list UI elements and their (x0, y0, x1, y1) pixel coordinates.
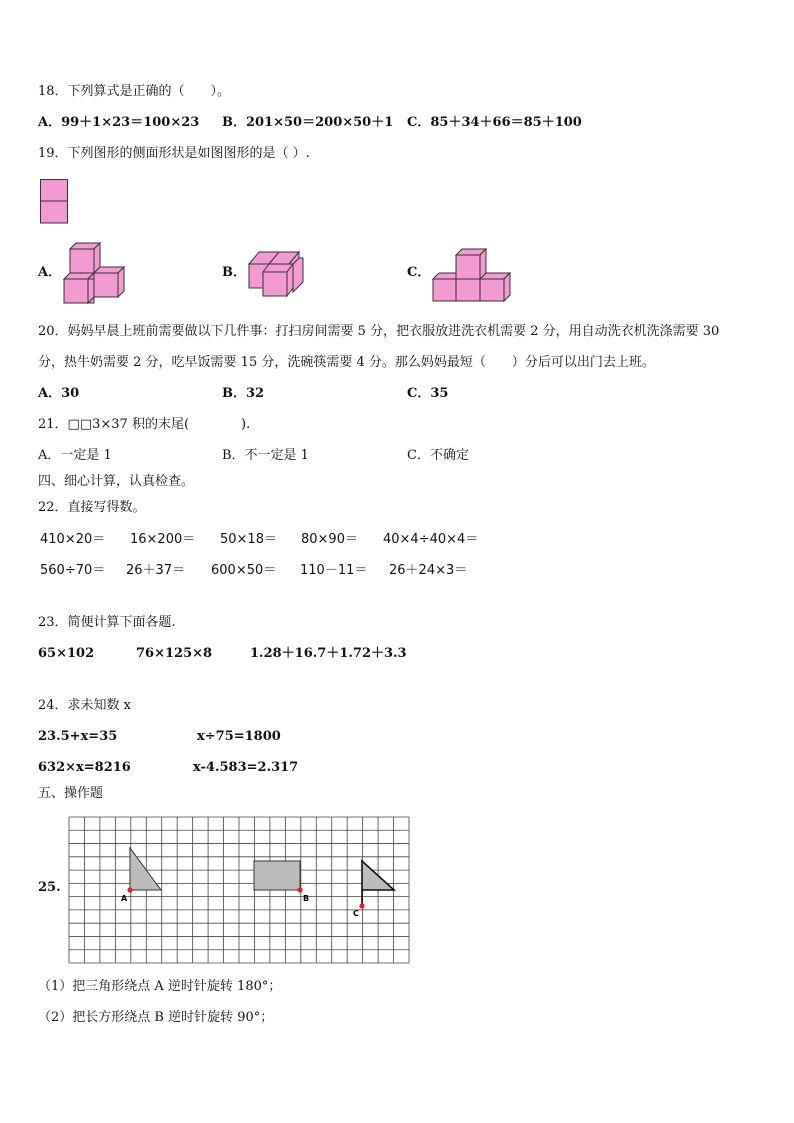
q25-number: 25. (38, 880, 61, 895)
q18-option-a: A．99＋1×23＝100×23 (38, 115, 200, 130)
q25-sub1: （1）把三角形绕点 A 逆时针旋转 180°； (38, 979, 282, 994)
q22-calc: 26＋37＝ (126, 563, 186, 578)
q20-option-b: B．32 (222, 386, 265, 401)
q19-stem: 19．下列图形的侧面形状是如图图形的是（ ）. (38, 146, 310, 161)
q22-calc: 26＋24×3＝ (389, 563, 468, 578)
q25-sub2: （2）把长方形绕点 B 逆时针旋转 90°； (38, 1010, 274, 1025)
q22-calc: 16×200＝ (130, 532, 196, 547)
q23-item: 1.28＋16.7＋1.72＋3.3 (250, 646, 407, 661)
q22-calc: 110－11＝ (300, 563, 368, 578)
q22-calc: 50×18＝ (220, 532, 277, 547)
q24-item: 632×x=8216 (38, 760, 131, 775)
q19-option-a-figure (62, 243, 126, 305)
q22-calc: 560÷70＝ (40, 563, 106, 578)
q24-stem: 24．求未知数 x (38, 698, 132, 713)
rectangle-b-shape (254, 861, 300, 890)
q20-stem-line2: 分，热牛奶需要 2 分，吃早饭需要 15 分，洗碗筷需要 4 分。那么妈妈最短（ ）分后可以出门去上班。 (38, 355, 655, 370)
reference-square-top (41, 180, 68, 202)
q19-option-a-label: A． (38, 265, 62, 280)
q25-grid (68, 816, 411, 965)
point-c-label: C (353, 909, 359, 918)
reference-square-bottom (41, 201, 68, 223)
q24-item: x÷75=1800 (197, 729, 281, 744)
q18-option-c: C．85＋34＋66＝85＋100 (407, 115, 582, 130)
q24-item: 23.5+x=35 (38, 729, 118, 744)
q23-stem: 23．简便计算下面各题. (38, 615, 176, 630)
q21-stem: 21．□□3×37 积的末尾( ). (38, 417, 251, 432)
q20-option-c: C．35 (407, 386, 449, 401)
q19-reference-figure (40, 179, 68, 224)
point-a-label: A (121, 894, 128, 903)
q18-stem: 18．下列算式是正确的（ ）。 (38, 84, 231, 99)
q19-option-b-label: B． (222, 265, 246, 280)
point-b-marker (297, 887, 302, 892)
q23-item: 65×102 (38, 646, 95, 661)
q22-calc: 600×50＝ (211, 563, 277, 578)
q24-item: x-4.583=2.317 (193, 760, 299, 775)
q21-option-b: B．不一定是 1 (222, 448, 309, 463)
q23-item: 76×125×8 (136, 646, 213, 661)
q19-option-b-figure (247, 250, 305, 300)
q19-option-c-label: C． (407, 265, 431, 280)
section-5-title: 五、操作题 (38, 786, 104, 801)
point-b-label: B (303, 894, 310, 903)
section-4-title: 四、细心计算，认真检查。 (38, 474, 195, 489)
q20-option-a: A．30 (38, 386, 80, 401)
q22-calc: 410×20＝ (40, 532, 106, 547)
q22-calc: 80×90＝ (301, 532, 358, 547)
point-a-marker (127, 887, 132, 892)
point-c-marker (359, 903, 364, 908)
q20-stem-line1: 20．妈妈早晨上班前需要做以下几件事：打扫房间需要 5 分，把衣服放进洗衣机需要 2 分，用自动洗衣机洗涤需要 30 (38, 324, 720, 339)
q22-calc: 40×4÷40×4＝ (383, 532, 479, 547)
q18-option-b: B．201×50＝200×50＋1 (222, 115, 394, 130)
q22-stem: 22．直接写得数。 (38, 500, 146, 515)
q19-option-c-figure (432, 247, 512, 303)
q21-option-a: A．一定是 1 (38, 448, 112, 463)
triangle-a-shape (130, 848, 161, 890)
q21-option-c: C．不确定 (407, 448, 469, 463)
